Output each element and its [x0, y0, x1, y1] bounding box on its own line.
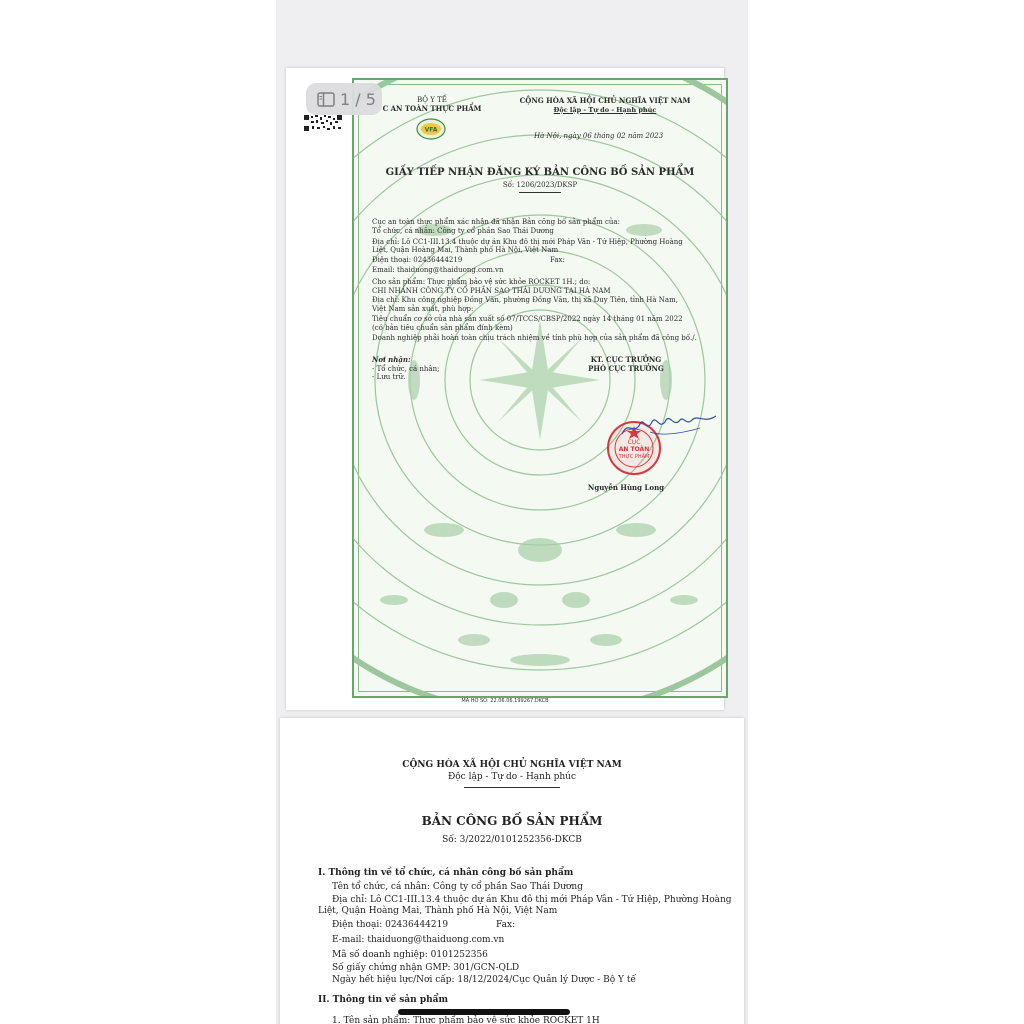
ministry-name: BỘ Y TẾ	[417, 96, 447, 104]
body-line-7: CHI NHÁNH CÔNG TY CỔ PHẦN SAO THÁI DƯƠNG TẠI HÀ NAM	[372, 287, 611, 295]
body-line-2: Địa chỉ: Lô CC1-III.13.4 thuộc dự án Khu đô thị mới Pháp Vân - Tứ Hiệp, Phường Hoàng	[372, 238, 683, 246]
home-indicator[interactable]	[398, 1009, 570, 1015]
document-number: Số: 3/2022/0101252356-DKCB	[442, 835, 582, 845]
body-line-4: Điện thoại: 02436444219	[372, 256, 463, 264]
body-line-9: Việt Nam sản xuất, phù hợp:	[372, 305, 474, 313]
issue-date: Hà Nội, ngày 06 tháng 02 năm 2023	[534, 132, 664, 140]
recipient-item: - Lưu trữ.	[372, 373, 406, 381]
product-name-line: 1. Tên sản phẩm: Thực phẩm bảo vệ sức khỏe ROCKET 1H	[332, 1016, 600, 1024]
nation-header: CỘNG HÒA XÃ HỘI CHỦ NGHĨA VIỆT NAM	[519, 96, 691, 105]
info-line-4: E-mail: thaiduong@thaiduong.com.vn	[332, 935, 505, 945]
document-title: BẢN CÔNG BỐ SẢN PHẨM	[421, 814, 603, 828]
fax-label: Fax:	[550, 256, 565, 264]
body-line-10: Tiêu chuẩn cơ sở của nhà sản xuất số 07/TCCS/CBSP/2022 ngày 14 tháng 01 năm 2022	[372, 315, 683, 323]
certificate-number: Số: 1206/2023/DKSP	[502, 181, 578, 189]
sign-subtitle: PHÓ CỤC TRƯỞNG	[588, 363, 664, 373]
info-line-7: Ngày hết hiệu lực/Nơi cấp: 18/12/2024/Cục Quản lý Dược - Bộ Y tế	[332, 975, 637, 985]
title-underline	[519, 192, 561, 193]
sidebar-icon	[317, 92, 335, 107]
section-2-heading: II. Thông tin về sản phẩm	[318, 995, 449, 1005]
sign-title: KT. CỤC TRƯỞNG	[590, 355, 662, 364]
body-line-6: Cho sản phẩm: Thực phẩm bảo vệ sức khỏe ROCKET 1H.; do:	[372, 278, 591, 286]
motto: Độc lập - Tự do - Hạnh phúc	[447, 772, 577, 782]
page-indicator-text: 1 / 5	[340, 89, 376, 109]
section-1-heading: I. Thông tin về tổ chức, cá nhân công bố sản phẩm	[318, 868, 574, 878]
header-underline	[464, 787, 560, 788]
body-line-11: (có bản tiêu chuẩn sản phẩm đính kèm)	[372, 324, 513, 332]
certificate-frame	[352, 78, 728, 698]
dossier-code: MA HO SO: 22.06.06.199267.DKCB	[461, 698, 549, 704]
certificate-title: GIẤY TIẾP NHẬN ĐĂNG KÝ BẢN CÔNG BỐ SẢN PHẨM	[385, 167, 695, 178]
signature	[620, 410, 720, 440]
page-1	[286, 68, 724, 710]
body-line-8: Địa chỉ: Khu công nghiệp Đồng Văn, phường Đồng Văn, thị xã Duy Tiên, tỉnh Hà Nam,	[372, 296, 678, 304]
info-line-6: Số giấy chứng nhận GMP: 301/GCN-QLD	[332, 963, 520, 973]
body-line-12: Doanh nghiệp phải hoàn toàn chịu trách nhiệm về tính phù hợp của sản phẩm đã công bố./.	[372, 334, 697, 342]
signer-name: Nguyễn Hùng Long	[587, 483, 665, 492]
body-line-5: Email: thaiduong@thaiduong.com.vn	[372, 266, 504, 274]
vfa-logo	[416, 118, 446, 140]
page-2	[280, 718, 744, 1024]
agency-name: C AN TOÀN THỰC PHẨM	[382, 103, 482, 113]
body-line-1: Tổ chức, cá nhân: Công ty cổ phần Sao Thái Dương	[372, 227, 554, 235]
recipient-item: - Tổ chức, cá nhân;	[372, 364, 440, 373]
info-line-0: Tên tổ chức, cá nhân: Công ty cổ phần Sao Thái Dương	[332, 882, 583, 892]
info-line-3: Điện thoại: 02436444219	[332, 920, 449, 930]
document-viewer[interactable]	[276, 0, 748, 1024]
qr-code	[304, 115, 342, 131]
stamp-line: THỰC PHẨM	[618, 454, 650, 460]
fax-label: Fax:	[496, 920, 516, 930]
stamp-line: AN TOÀN	[618, 446, 650, 453]
info-line-1: Địa chỉ: Lô CC1-III.13.4 thuộc dự án Khu đô thị mới Pháp Vân - Tứ Hiệp, Phường Hoàng	[332, 895, 732, 905]
body-line-3: Liệt, Quận Hoàng Mai, Thành phố Hà Nội, Việt Nam	[372, 246, 559, 254]
page-indicator[interactable]	[306, 83, 382, 115]
motto: Độc lập - Tự do - Hạnh phúc	[553, 105, 657, 114]
stamp-line: CỤC	[627, 439, 641, 446]
vfa-logo-text: VFA	[424, 126, 438, 134]
nation-header: CỘNG HÒA XÃ HỘI CHỦ NGHĨA VIỆT NAM	[402, 760, 622, 770]
recipients-title: Nơi nhận:	[372, 355, 411, 364]
info-line-2: Liệt, Quận Hoàng Mai, Thành phố Hà Nội, Việt Nam	[318, 906, 558, 916]
body-line-0: Cục an toàn thực phẩm xác nhận đã nhận Bản công bố sản phẩm của:	[372, 218, 620, 226]
info-line-5: Mã số doanh nghiệp: 0101252356	[332, 950, 488, 960]
